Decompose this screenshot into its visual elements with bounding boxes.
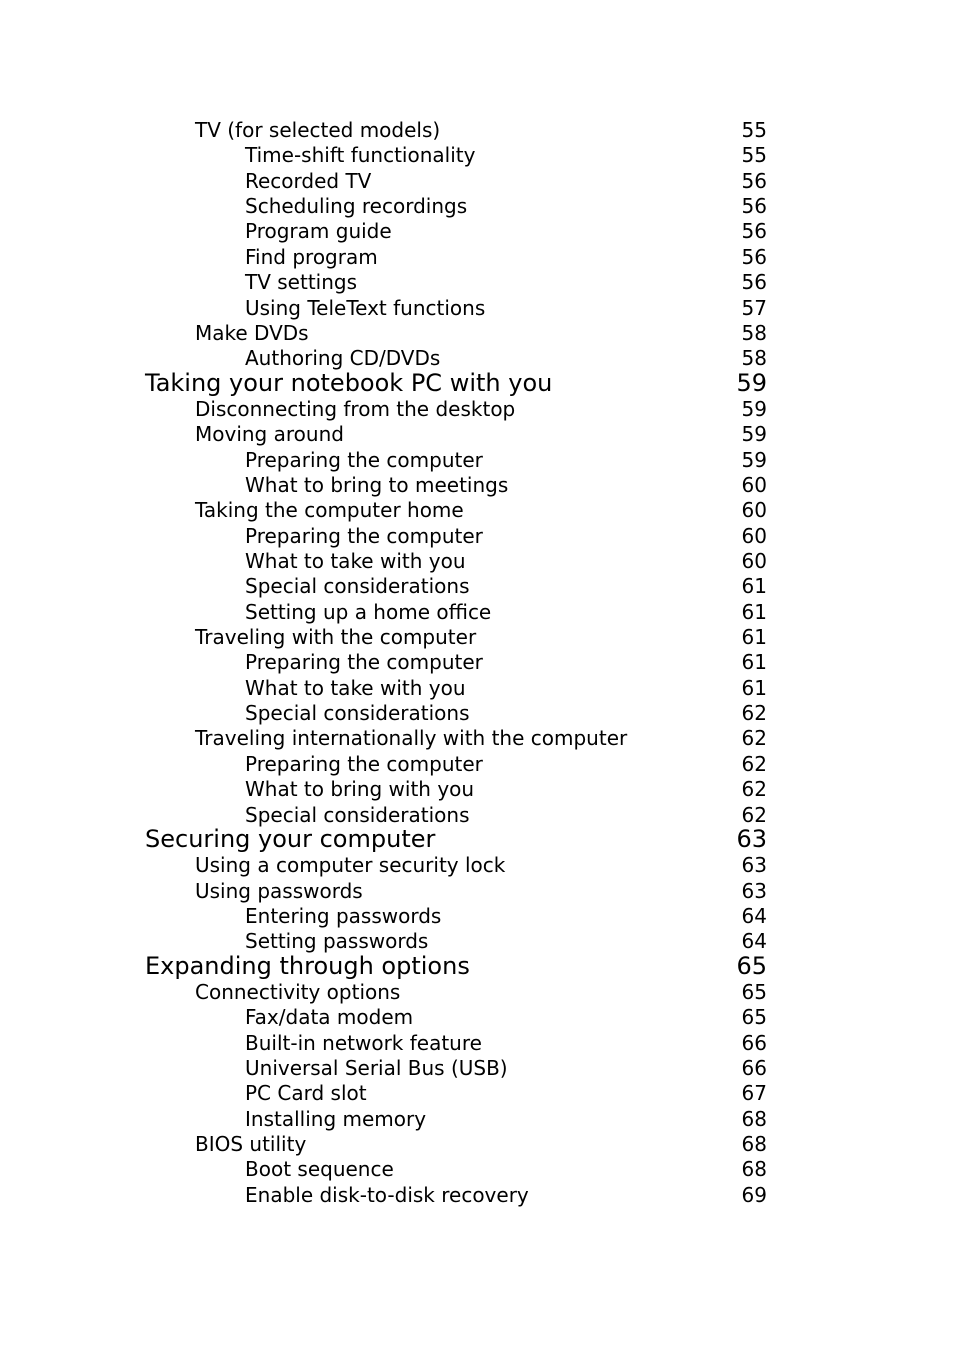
toc-subsection-page-number: 56 — [741, 244, 767, 269]
toc-section-page-number: 62 — [741, 726, 767, 751]
toc-section-page-number: 63 — [741, 878, 767, 903]
toc-subsection-page-number: 62 — [741, 777, 767, 802]
toc-section-title: Taking the computer home — [195, 498, 464, 523]
toc-section-page-number: 61 — [741, 625, 767, 649]
toc-subsection-title: Special considerations — [245, 802, 470, 827]
toc-subsection-page-number: 69 — [741, 1182, 767, 1207]
toc-subsection-page-number: 61 — [741, 599, 767, 624]
toc-subsection-title: Find program — [245, 244, 378, 269]
toc-subsection-page-number: 61 — [741, 650, 767, 675]
toc-subsection-title: Special considerations — [245, 701, 470, 726]
toc-subsection-page-number: 62 — [741, 701, 767, 726]
toc-subsection-title: Enable disk-to-disk recovery — [245, 1182, 529, 1207]
toc-section-title: Traveling with the computer — [195, 625, 477, 649]
toc-subsection-title: TV settings — [245, 270, 358, 295]
toc-subsection-page-number: 55 — [741, 143, 767, 168]
toc-subsection-page-number: 60 — [741, 523, 767, 548]
toc-subsection-page-number: 60 — [741, 472, 767, 497]
toc-subsection-page-number: 59 — [741, 447, 767, 472]
toc-section-title: Connectivity options — [195, 979, 401, 1004]
toc-subsection-page-number: 56 — [741, 270, 767, 295]
toc-subsection-title: Entering passwords — [245, 903, 442, 928]
toc-subsection-title: Scheduling recordings — [245, 194, 468, 219]
toc-subsection-title: What to take with you — [245, 675, 466, 700]
toc-subsection-page-number: 58 — [741, 346, 767, 371]
toc-subsection-title: Setting passwords — [245, 929, 429, 954]
toc-subsection-title: What to bring to meetings — [245, 472, 509, 497]
toc-subsection-page-number: 61 — [741, 675, 767, 700]
toc-chapter-page-number: 63 — [736, 824, 767, 853]
toc-subsection-title: Using TeleText functions — [245, 295, 486, 320]
toc-subsection-page-number: 57 — [741, 295, 767, 320]
toc-section-page-number: 58 — [741, 320, 767, 345]
toc-section-page-number: 65 — [741, 979, 767, 1004]
toc-section-title: Make DVDs — [195, 320, 309, 345]
toc-subsection-title: Preparing the computer — [245, 447, 483, 472]
toc-section-title: Traveling internationally with the computer — [195, 726, 628, 751]
toc-subsection-title: Fax/data modem — [245, 1005, 414, 1030]
toc-subsection-page-number: 62 — [741, 802, 767, 827]
toc-section-title: Disconnecting from the desktop — [195, 396, 516, 421]
toc-section-page-number: 68 — [741, 1132, 767, 1156]
toc-section-page-number: 59 — [741, 422, 767, 447]
toc-section-title: BIOS utility — [195, 1132, 307, 1156]
toc-subsection-title: PC Card slot — [245, 1081, 367, 1106]
toc-subsection-title: Boot sequence — [245, 1157, 394, 1182]
toc-subsection-page-number: 56 — [741, 219, 767, 244]
toc-subsection-page-number: 64 — [741, 929, 767, 954]
toc-subsection-page-number: 65 — [741, 1005, 767, 1030]
toc-chapter-page-number: 59 — [736, 368, 767, 397]
toc-subsection-page-number: 68 — [741, 1106, 767, 1131]
toc-subsection-title: Time-shift functionality — [245, 143, 476, 168]
toc-section-title: Moving around — [195, 422, 344, 447]
toc-section-page-number: 55 — [741, 118, 767, 142]
toc-section-title: Using a computer security lock — [195, 853, 506, 878]
toc-section-page-number: 63 — [741, 853, 767, 878]
toc-subsection-title: What to bring with you — [245, 777, 475, 802]
toc-section-page-number: 60 — [741, 498, 767, 523]
toc-subsection-page-number: 62 — [741, 751, 767, 776]
toc-subsection-title: Preparing the computer — [245, 751, 483, 776]
toc-subsection-page-number: 68 — [741, 1157, 767, 1182]
toc-subsection-title: Universal Serial Bus (USB) — [245, 1056, 508, 1080]
toc-subsection-title: Preparing the computer — [245, 650, 483, 675]
toc-subsection-title: Authoring CD/DVDs — [245, 346, 441, 371]
toc-subsection-title: Special considerations — [245, 574, 470, 599]
toc-subsection-title: Installing memory — [245, 1106, 427, 1131]
toc-subsection-page-number: 56 — [741, 194, 767, 219]
toc-subsection-title: Recorded TV — [245, 168, 372, 193]
toc-section-page-number: 59 — [741, 396, 767, 421]
toc-subsection-title: Program guide — [245, 219, 392, 244]
toc-subsection-page-number: 61 — [741, 574, 767, 599]
toc-chapter-title: Securing your computer — [145, 824, 436, 853]
toc-subsection-page-number: 64 — [741, 903, 767, 928]
toc-chapter-title: Taking your notebook PC with you — [145, 368, 553, 397]
toc-subsection-title: Setting up a home office — [245, 599, 492, 624]
toc-chapter-title: Expanding through options — [145, 951, 470, 980]
toc-subsection-title: Preparing the computer — [245, 523, 483, 548]
toc-subsection-title: What to take with you — [245, 549, 466, 573]
toc-section-title: Using passwords — [195, 878, 363, 903]
toc-subsection-page-number: 60 — [741, 549, 767, 573]
toc-subsection-page-number: 67 — [741, 1081, 767, 1106]
toc-subsection-title: Built-in network feature — [245, 1030, 482, 1055]
toc-subsection-page-number: 66 — [741, 1056, 767, 1080]
toc-subsection-page-number: 56 — [741, 168, 767, 193]
toc-subsection-page-number: 66 — [741, 1030, 767, 1055]
toc-chapter-page-number: 65 — [736, 951, 767, 980]
toc-section-title: TV (for selected models) — [195, 118, 441, 142]
